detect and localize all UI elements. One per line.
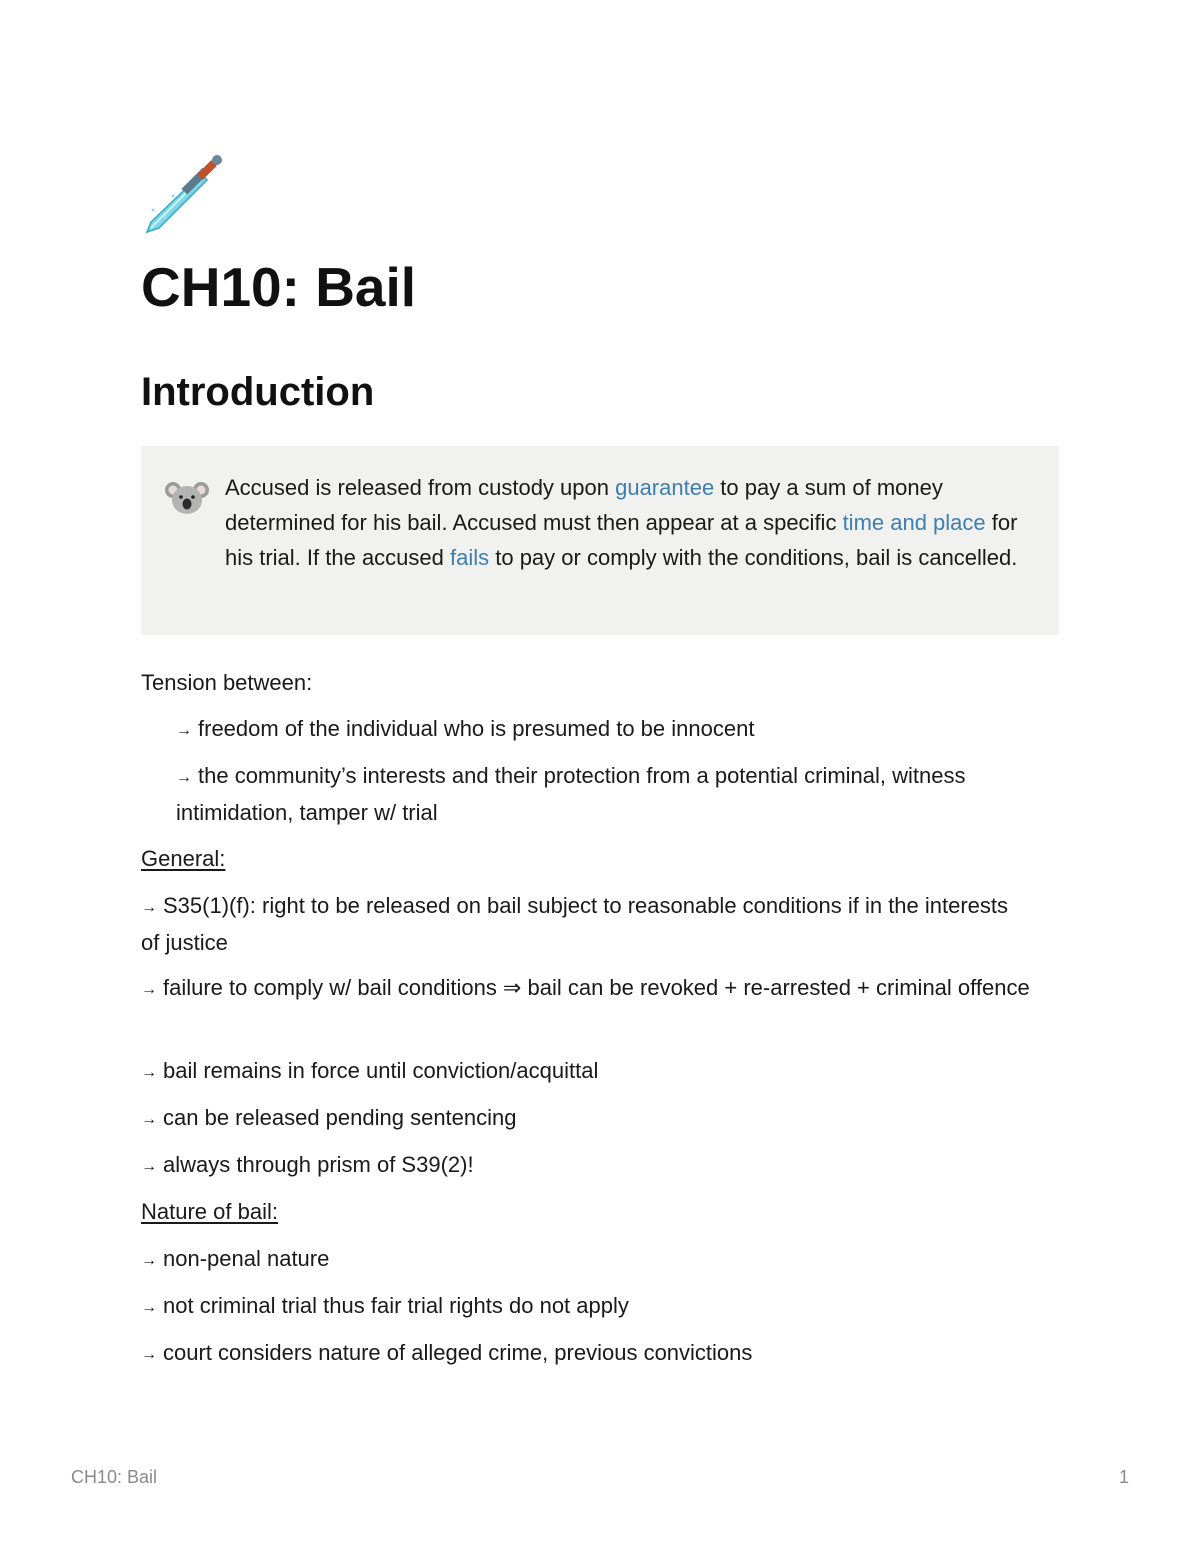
arrow-right-icon: → [141,1064,157,1081]
callout-text-segment: for his trial. If the accused [225,510,1018,570]
section-heading-introduction: Introduction [141,370,375,414]
arrow-right-icon: → [141,1158,157,1175]
list-item: → the community’s interests and their protection from a potential criminal, witness intimidation, tamper w/ trial [176,758,1046,830]
dagger-icon [143,152,227,236]
arrow-right-icon: → [141,981,157,998]
general-label: General: [141,846,226,871]
callout-text-segment: to pay a sum of money determined for his bail. Accused must then appear at a specific [225,475,943,535]
koala-icon [165,476,209,520]
list-item: → failure to comply w/ bail conditions ⇒ bail can be revoked + re-arrested + criminal offence [141,970,1036,1007]
highlight-time-and-place: time and place [842,510,986,535]
arrow-right-icon: → [141,1346,157,1363]
arrow-right-icon: → [141,1299,157,1316]
callout-text-segment: Accused is released from custody upon [225,475,616,500]
list-item: → court considers nature of alleged crime, previous convictions [141,1335,752,1372]
list-item: → always through prism of S39(2)! [141,1147,474,1184]
highlight-fails: fails [450,545,490,570]
tension-label: Tension between: [141,670,313,695]
arrow-right-icon: → [176,722,192,739]
page-title: CH10: Bail [141,256,417,318]
list-item: → bail remains in force until conviction/acquittal [141,1053,598,1090]
arrow-right-icon: → [176,769,192,786]
highlight-guarantee: guarantee [615,475,715,500]
nature-label: Nature of bail: [141,1199,278,1224]
list-item: → freedom of the individual who is presumed to be innocent [176,711,754,748]
list-item: → not criminal trial thus fair trial rights do not apply [141,1288,629,1325]
list-item: → can be released pending sentencing [141,1100,517,1137]
arrow-right-icon: → [141,1111,157,1128]
callout-text [225,470,1045,575]
callout-box [141,446,1059,635]
list-item: → S35(1)(f): right to be released on bail subject to reasonable conditions if in the interests of justice [141,888,1021,960]
page-number: 1 [1118,1467,1129,1487]
callout-text-segment: to pay or comply with the conditions, bail is cancelled. [489,545,1018,570]
arrow-right-icon: → [141,899,157,916]
list-item: → non-penal nature [141,1241,329,1278]
footer-title: CH10: Bail [71,1467,158,1487]
arrow-right-icon: → [141,1252,157,1269]
